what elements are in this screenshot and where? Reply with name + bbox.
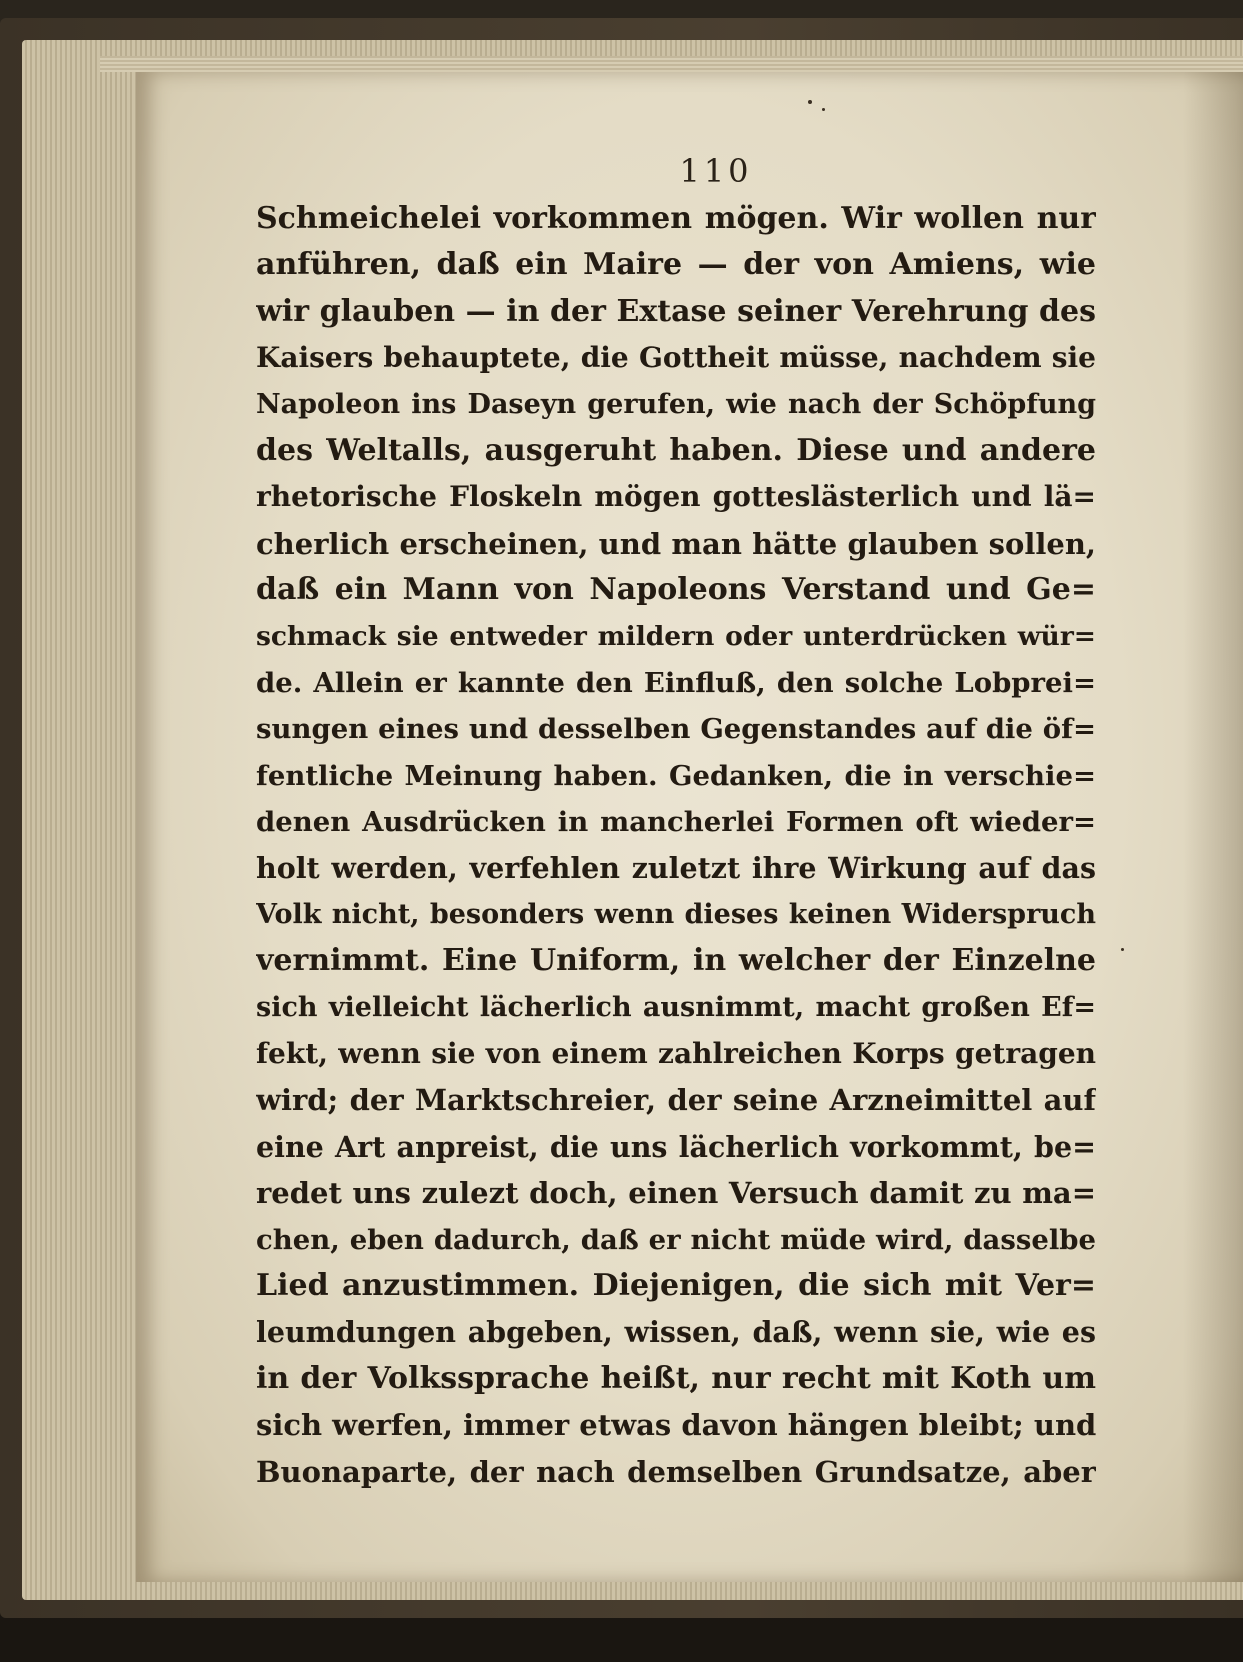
text-line: des Weltalls, ausgeruht haben. Diese und andere	[256, 432, 1096, 468]
text-line: wir glauben — in der Extase seiner Verehrung des	[256, 293, 1096, 329]
text-line: leumdungen abgeben, wissen, daß, wenn sie, wie es	[256, 1315, 1096, 1350]
text-line: chen, eben dadurch, daß er nicht müde wird, dasselbe	[256, 1223, 1096, 1256]
text-line: sich vielleicht lächerlich ausnimmt, macht großen Ef=	[256, 991, 1096, 1023]
text-line: de. Allein er kannte den Einfluß, den solche Lobprei=	[256, 666, 1096, 699]
text-line: anführen, daß ein Maire — der von Amiens, wie	[256, 247, 1096, 283]
book-page	[136, 72, 1243, 1582]
text-line: in der Volkssprache heißt, nur recht mit Koth um	[256, 1360, 1096, 1396]
text-line: Napoleon ins Daseyn gerufen, wie nach der Schöpfung	[256, 388, 1096, 420]
text-line: Volk nicht, besonders wenn dieses keinen Widerspruch	[256, 898, 1096, 930]
text-line: denen Ausdrücken in mancherlei Formen oft wieder=	[256, 806, 1096, 839]
text-line: Lied anzustimmen. Diejenigen, die sich mit Ver=	[256, 1267, 1096, 1303]
text-line: holt werden, verfehlen zuletzt ihre Wirkung auf das	[256, 851, 1096, 886]
text-line: eine Art anpreist, die uns lächerlich vorkommt, be=	[256, 1129, 1096, 1164]
ink-speck	[1121, 948, 1124, 951]
ink-speck	[822, 108, 825, 111]
text-line: rhetorische Floskeln mögen gotteslästerlich und lä=	[256, 480, 1096, 514]
text-line: sich werfen, immer etwas davon hängen bleibt; und	[256, 1408, 1096, 1443]
text-line: fentliche Meinung haben. Gedanken, die in verschie=	[256, 759, 1096, 792]
text-line: fekt, wenn sie von einem zahlreichen Korps getragen	[256, 1037, 1096, 1071]
text-line: sungen eines und desselben Gegenstandes auf die öf=	[256, 713, 1096, 746]
text-line: Buonaparte, der nach demselben Grundsatze, aber	[256, 1454, 1096, 1489]
page-number: 110	[679, 152, 753, 190]
text-line: wird; der Marktschreier, der seine Arzneimittel auf	[256, 1083, 1096, 1118]
ink-speck	[808, 100, 812, 104]
body-text	[256, 196, 1096, 1495]
text-line: schmack sie entweder mildern oder unterdrücken wür=	[256, 620, 1096, 652]
text-line: Schmeichelei vorkommen mögen. Wir wollen nur	[256, 201, 1096, 236]
gutter-shadow	[1183, 72, 1243, 1582]
page-top-edge	[100, 56, 1243, 72]
text-line: Kaisers behauptete, die Gottheit müsse, nachdem sie	[256, 341, 1096, 375]
text-line: vernimmt. Eine Uniform, in welcher der Einzelne	[256, 943, 1096, 979]
text-line: redet uns zulezt doch, einen Versuch damit zu ma=	[256, 1176, 1096, 1211]
text-line: daß ein Mann von Napoleons Verstand und Ge=	[256, 572, 1096, 608]
text-line: cherlich erscheinen, und man hätte glauben sollen,	[256, 526, 1096, 561]
